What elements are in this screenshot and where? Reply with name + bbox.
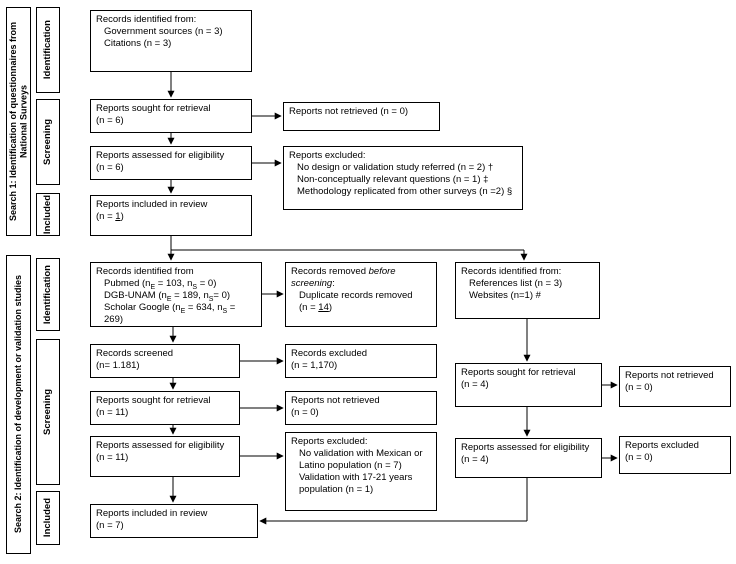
text-segment: DGB-UNAM (n: [104, 289, 167, 301]
included-count-link[interactable]: 1: [115, 210, 121, 222]
text-line: Reports not retrieved: [291, 395, 380, 406]
s2-box-reports-assessed: [90, 436, 240, 477]
text-line: (n = 4): [461, 378, 489, 390]
count-suffix: ): [120, 210, 124, 222]
search2-section-label-text: Search 2: Identification of development or validation studies: [13, 275, 24, 534]
s2-phase-screening-text: Screening: [41, 389, 53, 435]
s1-phase-identification: [36, 7, 60, 93]
text-segment: Pubmed (n: [104, 277, 151, 289]
text-line: [96, 302, 256, 326]
s1-box-reports-included: [90, 195, 252, 236]
s2-box-records-removed: [285, 262, 437, 327]
text-line: Reports excluded:: [289, 150, 366, 161]
s2-box-reports-sought-refs: [455, 363, 602, 407]
s2-box-reports-excluded-refs: [619, 436, 731, 474]
subscript: S: [192, 283, 198, 291]
s2-box-records-excluded: [285, 344, 437, 378]
s2-box-records-screened: [90, 344, 240, 378]
s2-box-reports-sought: [90, 391, 240, 425]
text-line: Reports assessed for eligibility: [461, 442, 590, 453]
search2-section-label: [6, 255, 31, 554]
text-line: (n = 6): [96, 114, 124, 126]
s1-box-reports-assessed: [90, 146, 252, 180]
text-line: Reports excluded:: [291, 436, 368, 447]
text-line: (n = 0): [291, 406, 319, 418]
text-line: [96, 278, 256, 290]
text-line: (n = 7): [96, 519, 124, 531]
text-line: Websites (n=1) #: [469, 289, 541, 301]
text-line: Reports sought for retrieval: [461, 367, 576, 378]
count-prefix: (n =: [96, 210, 116, 222]
s1-phase-included-text: Included: [41, 194, 53, 235]
text-line: (n = 1,170): [291, 359, 338, 371]
text-segment: = 103, n: [155, 277, 193, 289]
s1-box-records-identified: [90, 10, 252, 72]
text-line: (n = 11): [96, 451, 129, 463]
text-line: Duplicate records removed: [299, 289, 413, 301]
text-segment: = 0): [213, 289, 231, 301]
text-line: Citations (n = 3): [104, 37, 172, 49]
subscript: E: [180, 307, 186, 315]
text-line: [96, 211, 246, 223]
text-line: Records excluded: [291, 348, 368, 359]
text-line: Validation with 17-21 years population (n = 1): [299, 471, 413, 495]
text-line: (n= 1.181): [96, 359, 140, 371]
text-line: [291, 266, 431, 290]
removed-count-link[interactable]: 14: [318, 301, 329, 313]
text-line: Methodology replicated from other surveys (n =2) §: [297, 185, 513, 197]
text-line: Reports included in review: [96, 199, 208, 210]
s1-phase-screening: [36, 99, 60, 185]
text-segment: = 189, n: [171, 289, 209, 301]
text-line: Reports sought for retrieval: [96, 103, 211, 114]
s2-box-reports-assessed-refs: [455, 438, 602, 478]
search1-section-label-text: Search 1: Identification of questionnaires from National Surveys: [8, 21, 29, 222]
s1-box-reports-sought: [90, 99, 252, 133]
s2-box-reports-excluded-detail: [285, 432, 437, 511]
text-line: Records identified from:: [96, 14, 197, 25]
search1-section-label: [6, 7, 31, 236]
s2-box-records-identified-db: [90, 262, 262, 327]
text-line: Reports not retrieved: [625, 370, 714, 381]
text-segment: = 634, n: [185, 301, 223, 313]
text-line: Records screened: [96, 348, 174, 359]
s2-box-reports-included: [90, 504, 258, 538]
s2-phase-screening: [36, 339, 60, 485]
text-line: Reports assessed for eligibility: [96, 150, 225, 161]
s2-phase-identification-text: Identification: [41, 264, 53, 325]
text-line: Reports included in review: [96, 508, 208, 519]
text-line: No validation with Mexican or Latino population (n = 7): [299, 447, 423, 471]
text-segment: Records removed: [291, 266, 369, 277]
s2-phase-included: [36, 491, 60, 545]
text-segment: Scholar Google (n: [104, 301, 181, 313]
s2-phase-identification: [36, 258, 60, 331]
s1-phase-identification-text: Identification: [41, 20, 53, 80]
s2-box-records-identified-other: [455, 262, 600, 319]
text-line: Records identified from: [96, 266, 194, 277]
text-line: (n = 11): [96, 406, 129, 418]
count-suffix: ): [328, 301, 333, 313]
emphasis-text: before screening: [291, 266, 396, 289]
text-line: Records identified from:: [461, 266, 562, 277]
s2-phase-included-text: Included: [41, 498, 53, 538]
text-line: (n = 6): [96, 161, 124, 173]
text-line: Reports excluded: [625, 440, 699, 451]
text-line: Reports sought for retrieval: [96, 395, 211, 406]
s1-box-reports-not-retrieved: [283, 102, 440, 131]
s1-phase-screening-text: Screening: [41, 119, 53, 165]
s1-box-reports-excluded: [283, 146, 523, 210]
s1-phase-included: [36, 193, 60, 236]
subscript: E: [166, 295, 172, 303]
s2-box-reports-not-retrieved: [285, 391, 437, 425]
subscript: S: [208, 295, 214, 303]
count-prefix: (n =: [299, 301, 319, 313]
text-line: No design or validation study referred (n = 2) †: [297, 161, 494, 173]
text-line: Reports assessed for eligibility: [96, 440, 225, 451]
text-line: Government sources (n = 3): [104, 25, 223, 37]
text-segment: = 0): [197, 277, 217, 289]
text-segment: = 269): [104, 301, 236, 325]
text-line: [96, 290, 256, 302]
text-line: [291, 302, 431, 314]
text-line: References list (n = 3): [469, 277, 563, 289]
text-line: (n = 4): [461, 453, 489, 465]
text-line: Reports not retrieved (n = 0): [289, 106, 409, 117]
text-line: (n = 0): [625, 451, 653, 463]
text-segment: :: [332, 277, 335, 289]
text-line: (n = 0): [625, 381, 653, 393]
s2-box-reports-not-retrieved-refs: [619, 366, 731, 407]
text-line: Non-conceptually relevant questions (n = 1) ‡: [297, 173, 489, 185]
subscript: S: [222, 307, 228, 315]
subscript: E: [150, 283, 156, 291]
